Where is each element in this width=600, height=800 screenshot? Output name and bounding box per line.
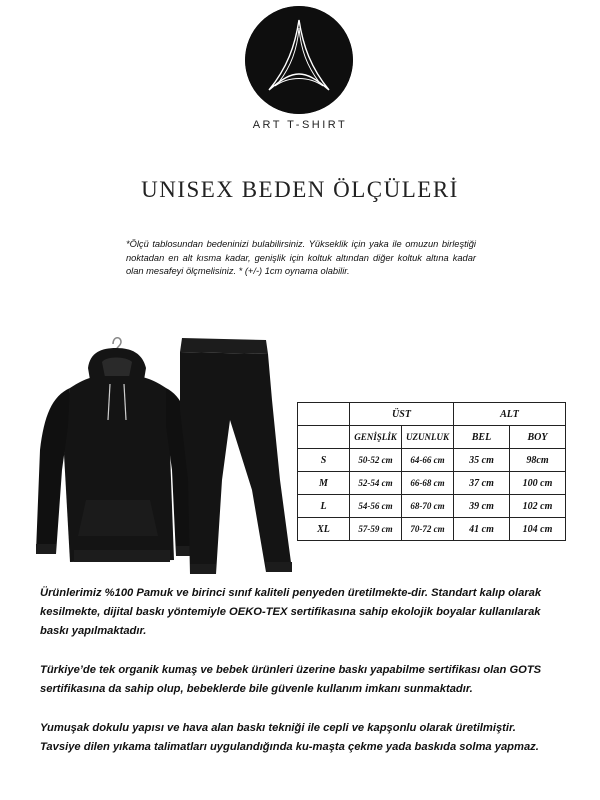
table-corner-cell bbox=[298, 426, 350, 449]
group-header-ust: ÜST bbox=[350, 403, 454, 426]
page-title: UNISEX BEDEN ÖLÇÜLERİ bbox=[141, 177, 459, 203]
table-row bbox=[298, 495, 566, 518]
bel-value: 37 cm bbox=[454, 472, 510, 495]
column-header-bel: BEL bbox=[454, 426, 510, 449]
hoodie-image bbox=[36, 338, 196, 562]
size-note: *Ölçü tablosundan bedeninizi bulabilirsiniz. Yükseklik için yaka ile omuzun birleştiği noktadan en alt kısma kadar, genişlik için koltuk altından diğer koltuk altına kadar olan mesafeyi ölçmelisiniz. * (+/-) 1cm oynama olabilir. bbox=[126, 239, 476, 276]
boy-value: 98cm bbox=[510, 449, 566, 472]
table-corner-cell bbox=[298, 403, 350, 426]
genislik-value: 54-56 cm bbox=[350, 495, 402, 518]
triangle-a-logo-icon bbox=[245, 6, 353, 114]
size-label: M bbox=[298, 472, 350, 495]
size-label: L bbox=[298, 495, 350, 518]
size-label: XL bbox=[298, 518, 350, 541]
product-image bbox=[30, 330, 300, 580]
column-header-boy: BOY bbox=[510, 426, 566, 449]
sweatpants-image bbox=[180, 338, 292, 574]
description-paragraph: Yumuşak dokulu yapısı ve hava alan baskı tekniği ile cepli ve kapşonlu olarak üretilmiştir. Tavsiye dilen yıkama talimatları uygulandığında ku-maşta çekme yada baskıda solma yapmaz. bbox=[40, 722, 539, 753]
brand-name: ART T-SHIRT bbox=[252, 119, 348, 131]
bel-value: 39 cm bbox=[454, 495, 510, 518]
description-paragraph: Ürünlerimiz %100 Pamuk ve birinci sınıf kaliteli penyeden üretilmekte-dir. Standart kalıp olarak kesilmekte, dijital baskı yöntemiyle OEKO-TEX sertifikasına sahip ekolojik boyalar kullanılarak baskı yapılmaktadır. bbox=[40, 587, 542, 637]
description-paragraph: Türkiye’de tek organik kumaş ve bebek ürünleri üzerine baskı yapabilme sertifikası olan GOTS sertifikasına da sahip olup, bebeklerde bile güvenle kullanım imkanı sunmaktadır. bbox=[40, 664, 542, 695]
genislik-value: 57-59 cm bbox=[350, 518, 402, 541]
size-label: S bbox=[298, 449, 350, 472]
bel-value: 35 cm bbox=[454, 449, 510, 472]
genislik-value: 52-54 cm bbox=[350, 472, 402, 495]
table-row bbox=[298, 518, 566, 541]
group-header-alt: ALT bbox=[454, 403, 566, 426]
table-row bbox=[298, 472, 566, 495]
uzunluk-value: 64-66 cm bbox=[402, 449, 454, 472]
size-chart-table bbox=[297, 402, 566, 541]
column-header-uzunluk: UZUNLUK bbox=[402, 426, 454, 449]
genislik-value: 50-52 cm bbox=[350, 449, 402, 472]
table-header-row bbox=[298, 426, 566, 449]
column-header-genislik: GENİŞLİK bbox=[350, 426, 402, 449]
uzunluk-value: 68-70 cm bbox=[402, 495, 454, 518]
bel-value: 41 cm bbox=[454, 518, 510, 541]
uzunluk-value: 66-68 cm bbox=[402, 472, 454, 495]
brand-logo bbox=[245, 6, 353, 114]
boy-value: 104 cm bbox=[510, 518, 566, 541]
table-header-row bbox=[298, 403, 566, 426]
boy-value: 100 cm bbox=[510, 472, 566, 495]
boy-value: 102 cm bbox=[510, 495, 566, 518]
table-row bbox=[298, 449, 566, 472]
uzunluk-value: 70-72 cm bbox=[402, 518, 454, 541]
product-description bbox=[40, 584, 558, 777]
